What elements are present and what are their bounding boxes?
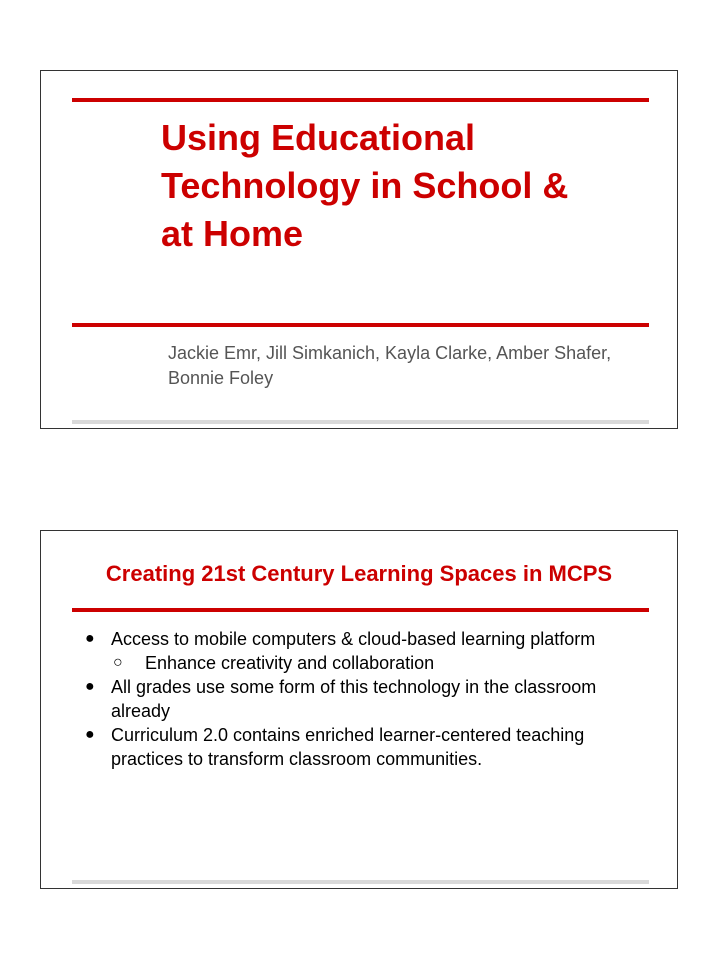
bullet-text: Curriculum 2.0 contains enriched learner-centered teaching practices to transform classroom communities. [111,725,585,769]
authors-subtitle: Jackie Emr, Jill Simkanich, Kayla Clarke, Amber Shafer, Bonnie Foley [168,343,612,388]
bullet-dot-icon: ● [85,678,95,695]
title-line-2: Technology in School & [161,165,569,206]
bullet-list [79,627,639,771]
bullet-text: All grades use some form of this technology in the classroom already [111,677,597,721]
title-bottom-rule [72,323,649,327]
slide-heading: Creating 21st Century Learning Spaces in MCPS [105,561,613,586]
sub-bullet-text: Enhance creativity and collaboration [145,653,435,673]
slide-1 [40,70,678,429]
bullet-text: Access to mobile computers & cloud-based learning platform [111,629,596,649]
slide-2 [40,530,678,889]
bullet-dot-icon: ● [85,726,95,743]
heading-rule [72,608,649,612]
bullet-dot-icon: ● [85,630,95,647]
hollow-circle-icon: ○ [113,654,123,671]
bullet-item [79,675,639,723]
title-line-3: at Home [161,213,304,254]
slide-2-footer-rule [72,880,649,884]
slide-1-footer-rule [72,420,649,424]
title-top-rule [72,98,649,102]
bullet-item [79,627,639,675]
title-line-1: Using Educational [161,117,476,158]
slide-title [161,114,661,258]
sub-bullet-list [111,651,639,675]
bullet-item [79,723,639,771]
sub-bullet-item [111,651,639,675]
